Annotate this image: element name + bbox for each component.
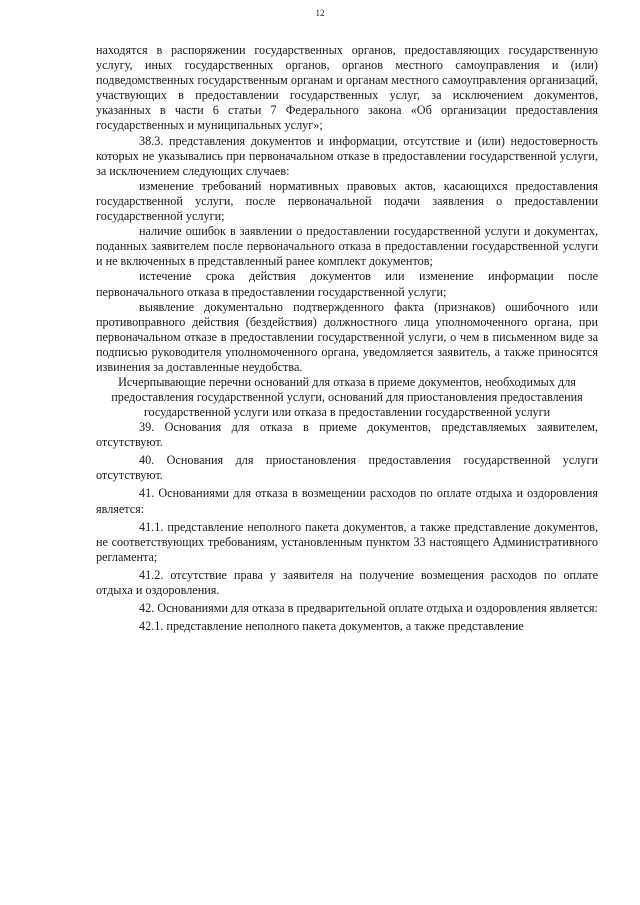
paragraph-42-1: 42.1. представление неполного пакета документов, а также представление [139, 619, 524, 634]
paragraph-continuation: находятся в распоряжении государственных органов, предоставляющих государственную услугу, иных государственных органов, органов местного самоуправления и (или) подведомственных государственным органам и органам местного самоуправления организаций, участвующих в предоставлении государственных услуг, за исключением документов, указанных в части 6 статьи 7 Федерального закона «Об организации предоставления государственных и муниципальных услуг»; [96, 43, 598, 133]
paragraph-42: 42. Основаниями для отказа в предварительной оплате отдыха и оздоровления является: [139, 601, 598, 616]
paragraph-41-1: 41.1. представление неполного пакета документов, а также представление документов, не соответствующих требованиям, установленным пунктом 33 настоящего Административного регламента; [96, 519, 598, 564]
paragraph-exception-3: истечение срока действия документов или изменение информации после первоначального отказа в предоставлении государственной услуги; [96, 269, 598, 299]
document-body [96, 43, 598, 634]
paragraph-exception-1: изменение требований нормативных правовых актов, касающихся предоставления государственной услуги, после первоначальной подачи заявления о предоставлении государственной услуги; [96, 178, 598, 224]
paragraph-exception-4: выявление документально подтвержденного факта (признаков) ошибочного или противоправного действия (бездействия) должностного лица уполномоченного органа, при первоначальном отказе в предоставлении государственной услуги, о чем в письменном виде за подписью руководителя уполномоченного органа, уведомляется заявитель, а также приносятся извинения за доставленные неудобства. [96, 299, 598, 374]
paragraph-40: 40. Основания для приостановления предоставления государственной услуги отсутствуют. [96, 453, 598, 483]
paragraph-38-3: 38.3. представления документов и информации, отсутствие и (или) недостоверность которых не указывались при первоначальном отказе в предоставлении государственной услуги, за исключением следующих случаев: [96, 133, 598, 178]
paragraph-41: 41. Основаниями для отказа в возмещении расходов по оплате отдыха и оздоровления является: [96, 486, 598, 516]
paragraph-41-2: 41.2. отсутствие права у заявителя на получение возмещения расходов по оплате отдыха и оздоровления. [96, 567, 598, 597]
paragraph-exception-2: наличие ошибок в заявлении о предоставлении государственной услуги и документах, поданных заявителем после первоначального отказа в предоставлении государственной услуги и не включенных в представленный ранее комплект документов; [96, 224, 598, 269]
section-heading: Исчерпывающие перечни оснований для отказа в приеме документов, необходимых для предоставления государственной услуги, оснований для приостановления предоставления государственной услуги или отказа в предоставлении государственной услуги [111, 375, 583, 420]
paragraph-39: 39. Основания для отказа в приеме документов, представляемых заявителем, отсутствуют. [96, 420, 598, 450]
page-number: 12 [315, 8, 325, 18]
